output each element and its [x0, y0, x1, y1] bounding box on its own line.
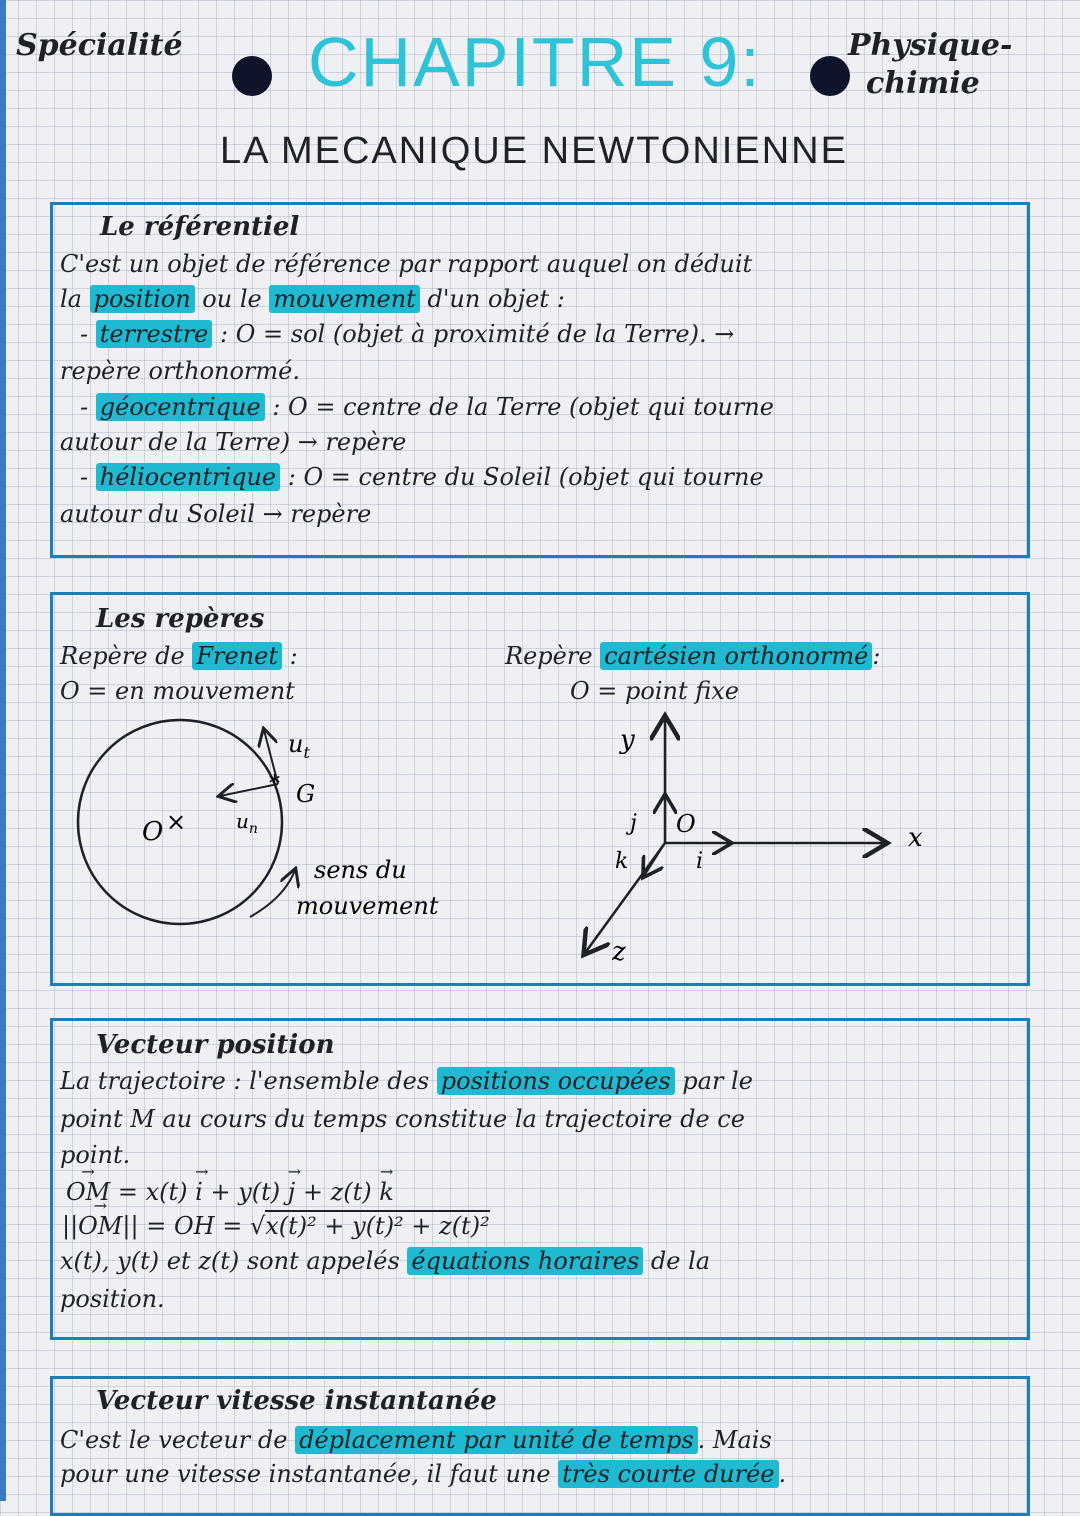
referentiel-line-3: - terrestre : O = sol (objet à proximité de la Terre). →: [80, 320, 735, 348]
k-vector: [644, 843, 665, 876]
referentiel-line-8: autour du Soleil → repère: [60, 500, 372, 528]
y-label: y: [620, 725, 635, 755]
referentiel-line-7: - héliocentrique : O = centre du Soleil (objet qui tourne: [80, 463, 764, 491]
referentiel-line-6: autour de la Terre) → repère: [60, 428, 407, 456]
g-label: G: [296, 780, 316, 808]
o-label: O: [142, 817, 164, 847]
bullet-dot-left: [232, 56, 272, 96]
position-line-2: point M au cours du temps constitue la trajectoire de ce: [60, 1105, 745, 1133]
referentiel-line-4: repère orthonormé.: [60, 357, 300, 385]
highlight-position: position: [90, 285, 195, 313]
highlight-deplacement: déplacement par unité de temps: [295, 1426, 698, 1454]
position-line-5: x(t), y(t) et z(t) sont appelés équations horaires de la: [60, 1247, 711, 1275]
cartesian-diagram: [560, 708, 1000, 978]
highlight-heliocentrique: héliocentrique: [96, 463, 280, 491]
highlight-frenet: Frenet: [192, 642, 282, 670]
highlight-mouvement: mouvement: [269, 285, 420, 313]
frenet-diagram: [60, 712, 500, 932]
position-line-3: point.: [60, 1141, 131, 1169]
reperes-title: Les repères: [96, 604, 265, 634]
specialite-label: Spécialité: [16, 28, 183, 63]
i-label: i: [696, 849, 704, 874]
referentiel-line-5: - géocentrique : O = centre de la Terre (objet qui tourne: [80, 393, 774, 421]
highlight-terrestre: terrestre: [96, 320, 213, 348]
chapter-subtitle: LA MECANIQUE NEWTONIENNE: [220, 130, 848, 172]
x-label: x: [908, 823, 923, 853]
referentiel-line-2: la position ou le mouvement d'un objet :: [60, 285, 565, 313]
notebook-margin-line: [0, 0, 6, 1501]
highlight-equations-horaires: équations horaires: [407, 1247, 643, 1275]
chapter-title: CHAPITRE 9:: [308, 23, 762, 101]
o-mark: ×: [166, 808, 187, 836]
vitesse-line-1: C'est le vecteur de déplacement par unité de temps . Mais: [60, 1426, 772, 1454]
sens-label-1: sens du: [314, 856, 407, 884]
highlight-positions-occupees: positions occupées: [437, 1067, 675, 1095]
chimie-label: chimie: [866, 66, 980, 101]
position-equation-2: ||→ OM|| = OH = √x(t)² + y(t)² + z(t)²: [62, 1212, 490, 1240]
position-line-1: La trajectoire : l'ensemble des positions occupées par le: [60, 1067, 753, 1095]
cartesien-heading: Repère cartésien orthonormé :: [505, 642, 881, 670]
origin-label: O: [676, 810, 696, 838]
z-label: z: [612, 937, 626, 967]
position-equation-1: → OM = x(t) → i + y(t) → j + z(t) → k: [66, 1178, 394, 1206]
frenet-origin: O = en mouvement: [60, 677, 295, 705]
highlight-geocentrique: géocentrique: [96, 393, 265, 421]
j-label: j: [630, 811, 637, 836]
sens-label-2: mouvement: [296, 892, 439, 920]
highlight-cartesien: cartésien orthonormé: [600, 642, 872, 670]
un-label: $u_n$: [236, 809, 258, 837]
vitesse-line-2: pour une vitesse instantanée, il faut une très courte durée .: [60, 1460, 787, 1488]
bullet-dot-right: [810, 56, 850, 96]
position-line-6: position.: [60, 1285, 165, 1313]
cartesien-origin: O = point fixe: [570, 677, 740, 705]
highlight-tres-courte-duree: très courte durée: [558, 1460, 778, 1488]
k-label: k: [615, 849, 629, 874]
referentiel-line-1: C'est un objet de référence par rapport auquel on déduit: [60, 250, 753, 278]
ut-label: $u_t$: [288, 730, 310, 762]
vitesse-title: Vecteur vitesse instantanée: [96, 1386, 497, 1416]
frenet-heading: Repère de Frenet :: [60, 642, 298, 670]
physique-label: Physique-: [848, 28, 1013, 63]
position-title: Vecteur position: [96, 1030, 335, 1060]
direction-arrow: [250, 870, 295, 917]
g-point-mark: *: [269, 772, 280, 797]
referentiel-title: Le référentiel: [100, 212, 300, 242]
